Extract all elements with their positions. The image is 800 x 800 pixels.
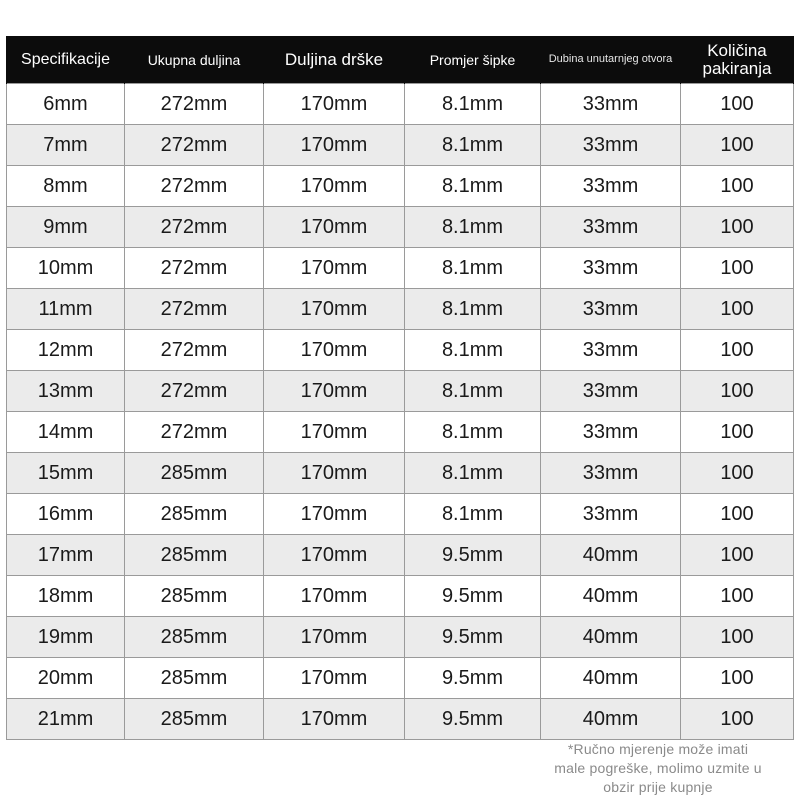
table-row [7, 412, 794, 453]
cell-package-quantity: 100 [681, 453, 794, 494]
cell-total-length: 272mm [125, 207, 264, 248]
note-line-2: male pogreške, molimo uzmite u [554, 760, 762, 776]
cell-handle-length: 170mm [264, 289, 405, 330]
cell-total-length: 272mm [125, 248, 264, 289]
measurement-note [530, 740, 786, 797]
cell-specification: 17mm [7, 535, 125, 576]
cell-package-quantity: 100 [681, 412, 794, 453]
cell-shank-diameter: 8.1mm [405, 412, 541, 453]
cell-shank-diameter: 8.1mm [405, 207, 541, 248]
spec-table-container [6, 36, 793, 740]
header-shank-diameter: Promjer šipke [405, 36, 541, 84]
cell-shank-diameter: 8.1mm [405, 289, 541, 330]
cell-inner-hole-depth: 33mm [541, 207, 681, 248]
cell-shank-diameter: 8.1mm [405, 125, 541, 166]
cell-handle-length: 170mm [264, 166, 405, 207]
cell-handle-length: 170mm [264, 494, 405, 535]
cell-specification: 21mm [7, 699, 125, 740]
cell-package-quantity: 100 [681, 494, 794, 535]
cell-package-quantity: 100 [681, 535, 794, 576]
header-row [7, 36, 794, 84]
table-row [7, 535, 794, 576]
cell-specification: 9mm [7, 207, 125, 248]
table-row [7, 248, 794, 289]
cell-inner-hole-depth: 33mm [541, 166, 681, 207]
cell-inner-hole-depth: 40mm [541, 699, 681, 740]
cell-inner-hole-depth: 33mm [541, 248, 681, 289]
note-line-1: *Ručno mjerenje može imati [567, 741, 749, 757]
cell-specification: 20mm [7, 658, 125, 699]
table-row [7, 658, 794, 699]
table-row [7, 494, 794, 535]
cell-total-length: 272mm [125, 412, 264, 453]
cell-handle-length: 170mm [264, 617, 405, 658]
table-row [7, 207, 794, 248]
cell-package-quantity: 100 [681, 248, 794, 289]
note-line-3: obzir prije kupnje [603, 779, 713, 795]
cell-inner-hole-depth: 33mm [541, 453, 681, 494]
cell-specification: 7mm [7, 125, 125, 166]
cell-total-length: 285mm [125, 658, 264, 699]
table-row [7, 371, 794, 412]
cell-package-quantity: 100 [681, 576, 794, 617]
cell-inner-hole-depth: 33mm [541, 494, 681, 535]
cell-total-length: 272mm [125, 125, 264, 166]
cell-specification: 8mm [7, 166, 125, 207]
cell-shank-diameter: 9.5mm [405, 535, 541, 576]
cell-inner-hole-depth: 33mm [541, 412, 681, 453]
table-row [7, 617, 794, 658]
table-header [7, 36, 794, 84]
cell-inner-hole-depth: 40mm [541, 658, 681, 699]
cell-package-quantity: 100 [681, 207, 794, 248]
cell-handle-length: 170mm [264, 330, 405, 371]
cell-specification: 11mm [7, 289, 125, 330]
cell-inner-hole-depth: 33mm [541, 371, 681, 412]
table-row [7, 166, 794, 207]
header-specification: Specifikacije [7, 36, 125, 84]
table-row [7, 576, 794, 617]
cell-total-length: 285mm [125, 699, 264, 740]
cell-shank-diameter: 8.1mm [405, 166, 541, 207]
cell-package-quantity: 100 [681, 617, 794, 658]
cell-handle-length: 170mm [264, 125, 405, 166]
cell-total-length: 272mm [125, 289, 264, 330]
cell-total-length: 272mm [125, 84, 264, 125]
cell-total-length: 285mm [125, 576, 264, 617]
cell-specification: 10mm [7, 248, 125, 289]
cell-shank-diameter: 8.1mm [405, 330, 541, 371]
cell-shank-diameter: 8.1mm [405, 84, 541, 125]
cell-total-length: 285mm [125, 453, 264, 494]
cell-package-quantity: 100 [681, 371, 794, 412]
cell-handle-length: 170mm [264, 371, 405, 412]
cell-handle-length: 170mm [264, 412, 405, 453]
cell-handle-length: 170mm [264, 453, 405, 494]
cell-specification: 12mm [7, 330, 125, 371]
header-handle-length: Duljina drške [264, 36, 405, 84]
spec-table [6, 36, 794, 740]
cell-inner-hole-depth: 33mm [541, 289, 681, 330]
cell-total-length: 285mm [125, 535, 264, 576]
cell-specification: 14mm [7, 412, 125, 453]
table-row [7, 699, 794, 740]
cell-package-quantity: 100 [681, 84, 794, 125]
cell-package-quantity: 100 [681, 699, 794, 740]
cell-shank-diameter: 8.1mm [405, 248, 541, 289]
cell-specification: 6mm [7, 84, 125, 125]
table-body [7, 84, 794, 740]
header-package-quantity: Količina pakiranja [681, 36, 794, 84]
cell-total-length: 272mm [125, 166, 264, 207]
header-inner-hole-depth: Dubina unutarnjeg otvora [541, 36, 681, 84]
cell-shank-diameter: 9.5mm [405, 699, 541, 740]
cell-handle-length: 170mm [264, 658, 405, 699]
cell-total-length: 285mm [125, 494, 264, 535]
cell-shank-diameter: 8.1mm [405, 371, 541, 412]
cell-shank-diameter: 9.5mm [405, 576, 541, 617]
table-row [7, 289, 794, 330]
cell-handle-length: 170mm [264, 84, 405, 125]
cell-specification: 18mm [7, 576, 125, 617]
cell-specification: 13mm [7, 371, 125, 412]
cell-package-quantity: 100 [681, 289, 794, 330]
cell-inner-hole-depth: 40mm [541, 576, 681, 617]
cell-shank-diameter: 8.1mm [405, 494, 541, 535]
cell-handle-length: 170mm [264, 535, 405, 576]
cell-package-quantity: 100 [681, 330, 794, 371]
cell-specification: 15mm [7, 453, 125, 494]
cell-package-quantity: 100 [681, 125, 794, 166]
cell-specification: 16mm [7, 494, 125, 535]
cell-inner-hole-depth: 33mm [541, 125, 681, 166]
cell-shank-diameter: 8.1mm [405, 453, 541, 494]
cell-inner-hole-depth: 40mm [541, 535, 681, 576]
cell-shank-diameter: 9.5mm [405, 617, 541, 658]
cell-shank-diameter: 9.5mm [405, 658, 541, 699]
table-row [7, 330, 794, 371]
cell-handle-length: 170mm [264, 576, 405, 617]
cell-total-length: 272mm [125, 371, 264, 412]
cell-handle-length: 170mm [264, 248, 405, 289]
cell-specification: 19mm [7, 617, 125, 658]
cell-package-quantity: 100 [681, 166, 794, 207]
cell-total-length: 285mm [125, 617, 264, 658]
table-row [7, 125, 794, 166]
table-row [7, 453, 794, 494]
header-total-length: Ukupna duljina [125, 36, 264, 84]
cell-inner-hole-depth: 33mm [541, 330, 681, 371]
cell-inner-hole-depth: 33mm [541, 84, 681, 125]
cell-inner-hole-depth: 40mm [541, 617, 681, 658]
cell-handle-length: 170mm [264, 699, 405, 740]
cell-total-length: 272mm [125, 330, 264, 371]
table-row [7, 84, 794, 125]
cell-handle-length: 170mm [264, 207, 405, 248]
cell-package-quantity: 100 [681, 658, 794, 699]
